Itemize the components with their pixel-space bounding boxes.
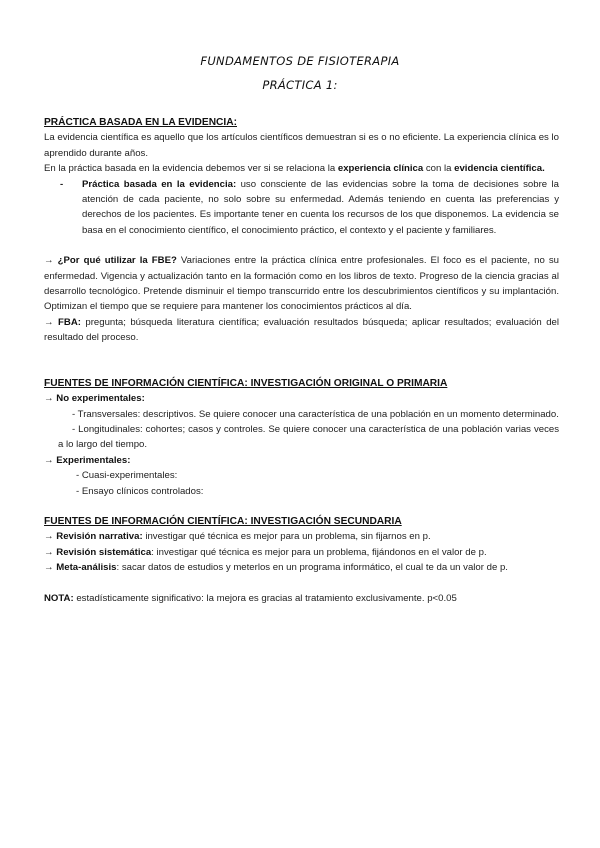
text-fragment: investigar qué técnica es mejor para un problema, sin fijarnos en p.: [142, 531, 431, 543]
text-fragment: : investigar qué técnica es mejor para un problema, fijándonos en el valor de p.: [151, 546, 487, 558]
bold-term-experimental: Experimentales:: [56, 454, 131, 466]
text-fragment: pregunta; búsqueda literatura científica; evaluación resultados búsqueda; aplicar resultados; evaluación del resultado del proceso.: [44, 316, 559, 344]
document-body: [44, 115, 559, 606]
paragraph-evidence-relation: [44, 161, 559, 176]
list-item-systematic-review: [44, 545, 559, 560]
document-subtitle: PRÁCTICA 1:: [262, 78, 338, 92]
arrow-glyph: →: [44, 454, 57, 466]
bold-term-non-experimental: No experimentales:: [56, 393, 145, 405]
list-item-narrative-review: [44, 529, 559, 544]
arrow-glyph: →: [44, 546, 57, 558]
list-item-longitudinal: - Longitudinales: cohortes; casos y controles. Se quiere conocer una característica de una población varias veces a lo largo del tiempo.: [58, 423, 559, 451]
bold-term-why-fbe: ¿Por qué utilizar la FBE?: [57, 255, 177, 267]
list-item-text: [82, 177, 559, 239]
bold-term-pbe: Práctica basada en la evidencia:: [82, 178, 237, 190]
note-paragraph: [44, 591, 559, 606]
document-title: FUNDAMENTOS DE FISIOTERAPIA: [200, 54, 400, 68]
bold-term-systematic-review: Revisión sistemática: [56, 546, 152, 558]
section-heading-primary-research: FUENTES DE INFORMACIÓN CIENTÍFICA: INVESTIGACIÓN ORIGINAL O PRIMARIA: [44, 377, 448, 389]
list-item-controlled-trials: - Ensayo clínicos controlados:: [76, 485, 204, 497]
arrow-glyph: →: [44, 255, 58, 267]
bold-term-fba: FBA:: [58, 316, 81, 328]
paragraph-why-fbe: [44, 253, 559, 315]
paragraph-fba: [44, 315, 559, 346]
paragraph-evidence-definition: La evidencia científica es aquello que los artículos científicos demuestran si es o no eficiente. La experiencia clínica es lo aprendido durante años.: [44, 132, 559, 159]
bold-term-scientific-evidence: evidencia científica: [454, 163, 543, 175]
list-item-meta-analysis: [44, 560, 559, 575]
text-fragment: .: [542, 163, 545, 175]
bold-term-clinical-experience: experiencia clínica: [337, 163, 424, 175]
subheading-experimental: [44, 453, 559, 468]
text-fragment: con la: [423, 163, 455, 175]
text-fragment: En la práctica basada en la evidencia debemos ver si se relaciona la: [44, 163, 338, 175]
section-heading-secondary-research: FUENTES DE INFORMACIÓN CIENTÍFICA: INVESTIGACIÓN SECUNDARIA: [44, 515, 402, 527]
text-fragment: : sacar datos de estudios y meterlos en un programa informático, el cual te da un valor de p.: [116, 562, 508, 574]
list-item-transversal: - Transversales: descriptivos. Se quiere conocer una característica de una población en un momento determinado.: [72, 408, 559, 420]
arrow-glyph: →: [44, 531, 57, 543]
text-fragment: uso consciente de las evidencias sobre la toma de decisiones sobre la atención de cada paciente, no solo sobre su enfermedad. Además teniendo en cuenta las preferencias y derechos de los pacientes. Es importante tener en cuenta los recursos de los que disponemos. La evidencia se basa en el conocimiento científico, el conocimiento práctico, el contexto y el paciente y familiares.: [82, 178, 559, 236]
arrow-glyph: →: [44, 393, 57, 405]
arrow-glyph: →: [44, 316, 59, 328]
bullet-dash: -: [60, 178, 64, 190]
subheading-non-experimental: [44, 391, 559, 406]
bold-term-meta-analysis: Meta-análisis: [56, 562, 117, 574]
text-fragment: Variaciones entre la práctica clínica entre profesionales. El foco es el paciente, no su enfermedad. Vigencia y actualización tanto en la formación como en los libros de texto. Progreso de la ciencia gracias al desarrollo tecnológico. Pretende disminuir el tiempo transcurrido entre los descubrimientos científicos y su implantación. Optimizan el tiempo que se requiere para mantener los conocimientos prácticos al día.: [44, 255, 559, 313]
bold-term-narrative-review: Revisión narrativa:: [56, 531, 143, 543]
list-item-quasi-experimental: - Cuasi-experimentales:: [76, 470, 178, 482]
list-item-pbe: [60, 177, 559, 239]
text-fragment: estadísticamente significativo: la mejora es gracias al tratamiento exclusivamente. p<0.05: [73, 592, 457, 604]
arrow-glyph: →: [44, 562, 57, 574]
section-heading-evidence: PRÁCTICA BASADA EN LA EVIDENCIA:: [44, 117, 237, 128]
bold-term-note: NOTA:: [44, 592, 74, 604]
